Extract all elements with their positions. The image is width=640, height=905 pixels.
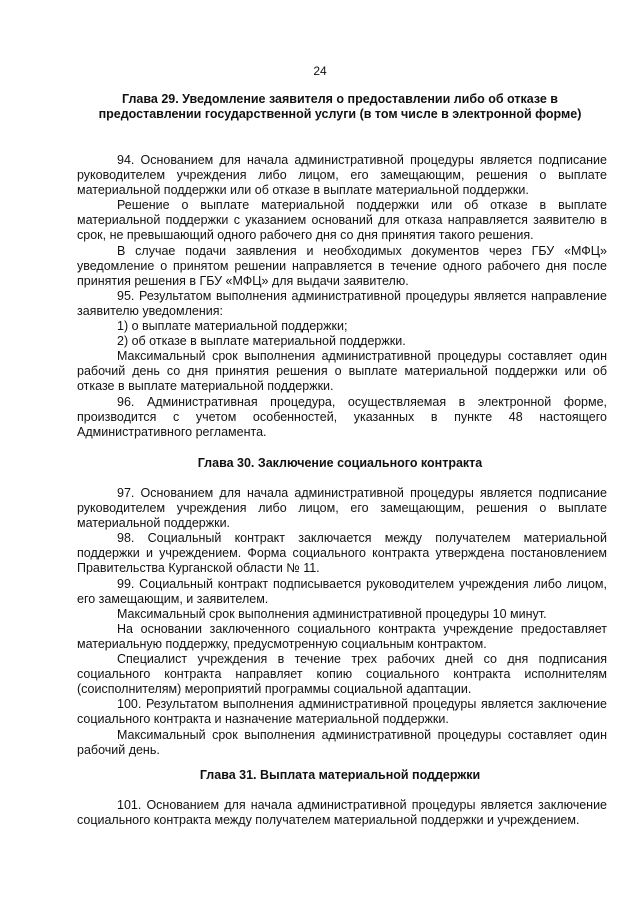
chapter-31-body (77, 798, 607, 828)
paragraph: 2) об отказе в выплате материальной поддержки. (117, 334, 406, 349)
paragraph: 101. Основанием для начала административной процедуры является заключение социального контракта между получателем материальной поддержки и учреждением. (77, 798, 607, 828)
paragraph: 97. Основанием для начала административной процедуры является подписание руководителем учреждения либо лицом, его замещающим, решения о выплате материальной поддержки. (77, 486, 607, 531)
chapter-31-title: Глава 31. Выплата материальной поддержки (199, 768, 481, 782)
chapter-29-body (77, 153, 607, 440)
paragraph: На основании заключенного социального контракта учреждение предоставляет материальную поддержку, предусмотренную социальным контрактом. (77, 621, 607, 651)
paragraph: Специалист учреждения в течение трех рабочих дней со дня подписания социального контракта направляет копию социального контракта исполнителям (соисполнителям) мероприятий программы социальной адаптации. (77, 652, 607, 697)
chapter-30-title: Глава 30. Заключение социального контракта (197, 456, 483, 470)
paragraph: 96. Административная процедура, осуществляемая в электронной форме, производится с учетом особенностей, указанных в пункте 48 настоящего Административного регламента. (77, 394, 607, 439)
paragraph: Максимальный срок выполнения административной процедуры 10 минут. (117, 606, 547, 621)
chapter-30-body (77, 486, 607, 758)
paragraph: 100. Результатом выполнения административной процедуры является заключение социального контракта и назначение материальной поддержки. (77, 697, 607, 727)
chapter-29-title: Глава 29. Уведомление заявителя о предоставлении либо об отказе в предоставлении государственной услуги (в том числе в электронной форме) (98, 92, 582, 121)
paragraph: Решение о выплате материальной поддержки или об отказе в выплате материальной поддержки с указанием оснований для отказа направляется заявителю в срок, не превышающий одного рабочего дня со дня принятия такого решения. (77, 198, 607, 243)
paragraph: 98. Социальный контракт заключается между получателем материальной поддержки и учреждением. Форма социального контракта утверждена постановлением Правительства Курганской области № 11. (77, 531, 607, 576)
paragraph: 95. Результатом выполнения административной процедуры является направление заявителю уведомления: (77, 288, 607, 318)
paragraph: Максимальный срок выполнения административной процедуры составляет один рабочий день. (77, 727, 607, 757)
paragraph: 1) о выплате материальной поддержки; (117, 319, 348, 334)
paragraph: 99. Социальный контракт подписывается руководителем учреждения либо лицом, его замещающим, и заявителем. (77, 576, 607, 606)
page-number: 24 (313, 64, 327, 78)
paragraph: Максимальный срок выполнения административной процедуры составляет один рабочий день со дня принятия решения о выплате материальной поддержки или об отказе в выплате материальной поддержки. (77, 349, 607, 394)
paragraph: В случае подачи заявления и необходимых документов через ГБУ «МФЦ» уведомление о принятом решении направляется в течение одного рабочего дня после принятия решения в ГБУ «МФЦ» для выдачи заявителю. (77, 243, 607, 288)
paragraph: 94. Основанием для начала административной процедуры является подписание руководителем учреждения либо лицом, его замещающим, решения о выплате материальной поддержки или об отказе в выплате материальной поддержки. (77, 153, 607, 198)
